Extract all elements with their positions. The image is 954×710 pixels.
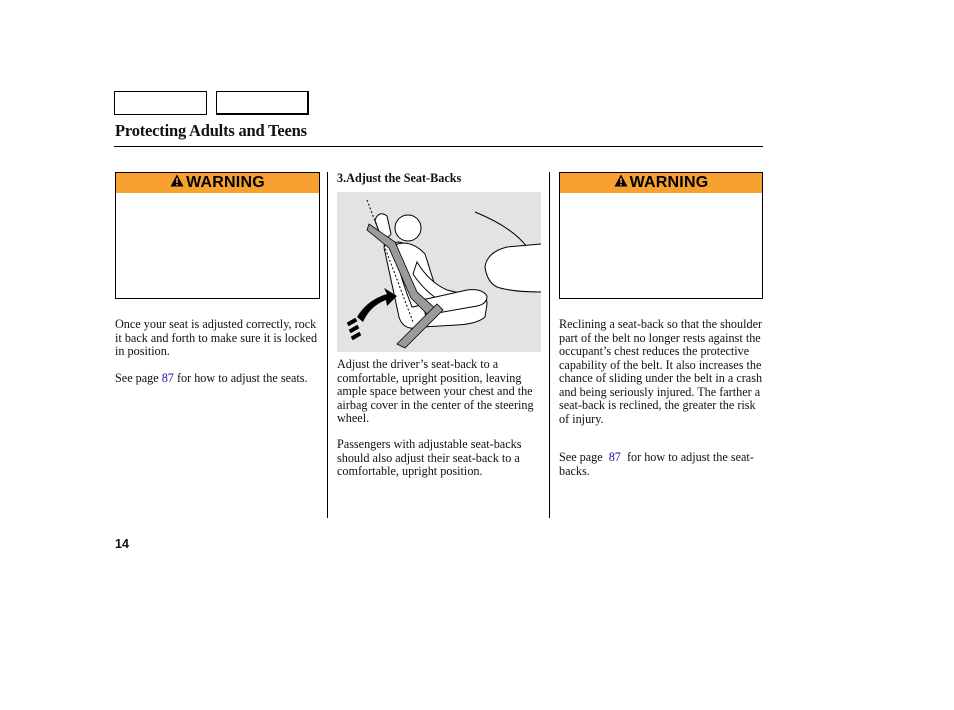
page-link-87[interactable]: 87 <box>161 371 174 385</box>
section-heading: 3.Adjust the Seat-Backs <box>337 171 462 185</box>
page-title: Protecting Adults and Teens <box>115 121 307 140</box>
column-divider-right <box>549 172 550 518</box>
page-link-87[interactable]: 87 <box>608 450 621 464</box>
title-rule <box>114 146 763 147</box>
seat-back-figure <box>337 192 541 352</box>
middle-paragraph-1: Adjust the driver’s seat-back to a comfortable, upright position, leaving ample space between your chest and the airbag cover in the center of the steering wheel. <box>337 357 534 425</box>
warning-banner <box>116 173 319 193</box>
seat-back-adjustment-illustration-icon <box>337 192 541 352</box>
left-paragraph-1: Once your seat is adjusted correctly, rock it back and forth to make sure it is locked in position. <box>115 317 318 358</box>
left-see-page <box>115 372 322 386</box>
warning-triangle-icon <box>170 174 184 192</box>
right-paragraph-1: Reclining a seat-back so that the shoulder part of the belt no longer rests against the occupant’s chest reduces the protective capability of the belt. It also increases the chance of sliding under the belt in a crash and being seriously injured. The farther a seat-back is reclined, the greater the risk of injury. <box>559 317 763 426</box>
warning-box-right <box>559 172 763 299</box>
warning-label: WARNING <box>629 174 709 191</box>
warning-box-left <box>115 172 320 299</box>
warning-triangle-icon <box>614 174 628 192</box>
header-tab-box-right <box>216 91 309 115</box>
warning-label: WARNING <box>186 174 265 191</box>
see-page-prefix: See page <box>115 371 159 385</box>
see-page-suffix: for how to adjust the seats. <box>176 371 308 385</box>
column-divider-left <box>327 172 328 518</box>
page-number: 14 <box>115 537 129 551</box>
see-page-suffix: for how to adjust the seat-backs. <box>559 450 754 478</box>
warning-banner <box>560 173 762 193</box>
middle-paragraph-2: Passengers with adjustable seat-backs should also adjust their seat-back to a comfortable, upright position. <box>337 437 522 478</box>
right-see-page <box>559 451 763 478</box>
header-tab-box-left <box>114 91 207 115</box>
see-page-prefix: See page <box>559 450 603 464</box>
